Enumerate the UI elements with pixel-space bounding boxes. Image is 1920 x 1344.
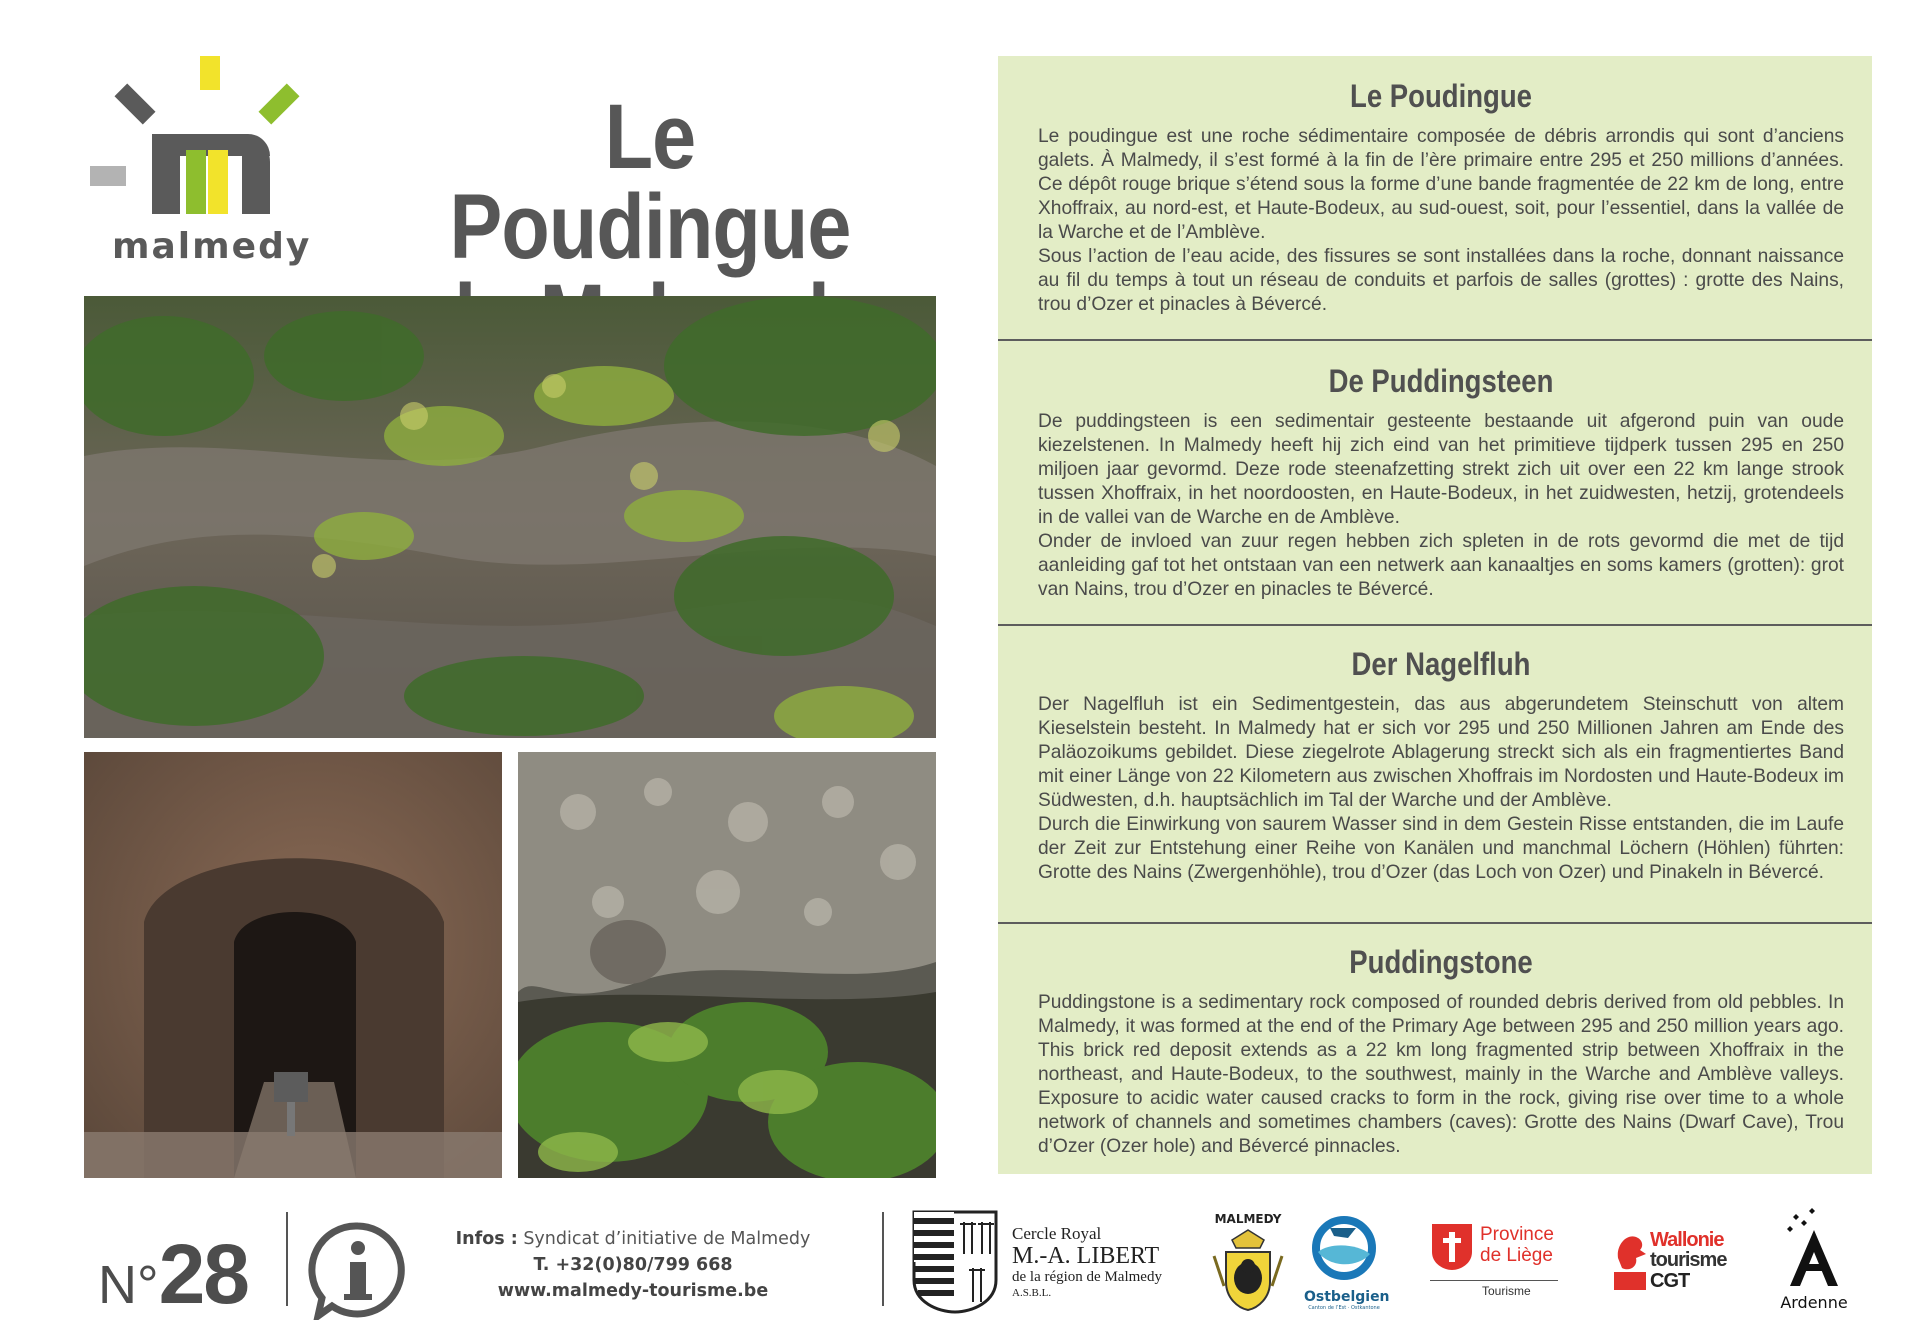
cercle-royal-logo [912, 1210, 1182, 1314]
section-dutch [998, 363, 1872, 602]
contact-info [448, 1226, 818, 1304]
number-prefix: N° [98, 1255, 159, 1315]
ardenne-logo [1778, 1206, 1850, 1314]
photo-cave-entrance [84, 752, 502, 1178]
cercle-line-1: Cercle Royal [1012, 1224, 1102, 1243]
province-line-2: de Liège [1480, 1245, 1553, 1266]
rooster-icon [1612, 1228, 1648, 1292]
ostbelgien-logo [1304, 1214, 1390, 1318]
province-liege-logo [1430, 1222, 1558, 1312]
info-icon [308, 1220, 408, 1320]
text-panel [998, 56, 1872, 1174]
logo-wordmark: malmedy [112, 226, 312, 267]
section-heading: Le Poudingue [1350, 78, 1532, 114]
infos-label: Infos : [455, 1229, 518, 1249]
cercle-line-4: A.S.B.L. [1012, 1287, 1052, 1299]
infos-phone [448, 1252, 818, 1278]
footer-divider [286, 1212, 288, 1306]
logo-m-leg2 [186, 150, 206, 214]
phone-number: T. +32(0)80/799 668 [533, 1255, 733, 1275]
logo-gray-dash [90, 166, 126, 186]
province-crest-icon [1430, 1222, 1474, 1272]
website-link[interactable]: www.malmedy-tourisme.be [497, 1281, 769, 1301]
section-english [998, 944, 1872, 1159]
wallonie-tourisme-logo [1612, 1228, 1752, 1308]
infos-line [448, 1226, 818, 1252]
title-line-1: Le Poudingue [449, 86, 851, 278]
province-line-3: Tourisme [1482, 1284, 1531, 1298]
section-heading: De Puddingsteen [1328, 363, 1554, 399]
footer-divider [882, 1212, 884, 1306]
section-german [998, 646, 1872, 885]
section-french [998, 78, 1872, 317]
infos-website [448, 1278, 818, 1304]
section-paragraph: Puddingstone is a sedimentary rock composed of rounded debris derived from old pebbles. In Malmedy, it was formed at the end of the Primary Age between 295 and 250 million years ago. This brick red deposit extends as a 22 km long fragmented strip between Xhoffraix in the northeast, and Haute-Bodeux, to the southwest, mainly in the Warche and Amblève valleys. Exposure to acidic water caused cracks to form in the rock, giving rise over time to a whole network of channels and sometimes chambers (caves): Grotte des Nains (Dwarf Cave), Trou d’Ozer (Ozer hole) and Bévercé pinnacles. [1038, 992, 1844, 1157]
section-heading: Puddingstone [1349, 944, 1533, 980]
logo-green-ray [258, 83, 299, 124]
malmedy-crest-logo [1208, 1212, 1288, 1316]
photo-conglomerate-rock [518, 752, 936, 1178]
malmedy-logo [84, 54, 314, 274]
section-paragraph: Le poudingue est une roche sédimentaire composée de débris arrondis qui sont d’anciens galets. À Malmedy, il s’est formé à la fin de l’ère primaire entre 295 et 250 millions d’années. Ce dépôt rouge brique s’étend sous la forme d’une bande fragmentée de 22 km de long, entre Xhoffraix, au nord-est, et Haute-Bodeux, au sud-ouest, soit, pour l’essentiel, dans la vallée de la Warche et de l’Amblève. [1038, 126, 1844, 243]
crest-label: MALMEDY [1214, 1212, 1282, 1226]
number-value: 28 [158, 1227, 249, 1321]
photo-rock-face [84, 296, 936, 738]
logo-dark-ray [114, 83, 155, 124]
section-divider [998, 922, 1872, 924]
section-divider [998, 624, 1872, 626]
section-paragraph: Der Nagelfluh ist ein Sedimentgestein, das aus abgerundetem Steinschutt von altem Kieselstein besteht. In Malmedy hat er sich vor 295 und 250 Millionen Jahren am Ende des Paläozoikums gebildet. Diese ziegelrote Ablagerung streckt sich als ein fragmentiertes Band mit einer Länge von 22 Kilometern aus zwischen Xhoffrais im Nordosten und Haute-Bodeux im Südwesten, d.h. hauptsächlich im Tal der Warche und der Amblève. [1038, 694, 1844, 811]
logo-m-leg3 [208, 150, 228, 214]
province-line-1: Province [1480, 1224, 1554, 1245]
crest-shield-icon [1208, 1226, 1288, 1312]
ardenne-a-icon [1778, 1206, 1850, 1290]
cercle-line-3: de la région de Malmedy [1012, 1269, 1162, 1285]
section-paragraph: Onder de invloed van zuur regen hebben zich spleten in de rots gevormd die met de tijd aanleiding gaf tot het ontstaan van een netwerk aan kanaaltjes en soms kamers (grotten): grot van Nains, trou d’Ozer en pinacles te Bévercé. [1038, 531, 1844, 600]
cercle-crest-icon [912, 1210, 998, 1314]
ostbelgien-sub: Canton de l’Est · Ostkantone [1308, 1305, 1380, 1311]
ostbelgien-name: Ostbelgien [1304, 1289, 1390, 1305]
section-paragraph: De puddingsteen is een sedimentair gesteente bestaande uit afgerond puin van oude kiezelstenen. In Malmedy heeft hij zich eind van het primitieve tijdperk tussen 295 en 250 miljoen jaar gevormd. Deze rode steenafzetting strekt zich uit over een 22 km lange strook tussen Xhoffraix, in het noordoosten, en Haute-Bodeux, in het zuidwesten, hetzij, grotendeels in de vallei van de Warche en de Amblève. [1038, 411, 1844, 528]
ardenne-label: Ardenne [1780, 1293, 1848, 1312]
ostbelgien-swirl-icon [1304, 1214, 1384, 1284]
wallonie-line-2: tourisme [1650, 1249, 1727, 1271]
section-heading: Der Nagelfluh [1351, 646, 1531, 682]
station-number [98, 1226, 248, 1323]
section-divider [998, 339, 1872, 341]
wallonie-line-3: CGT [1650, 1270, 1690, 1292]
section-paragraph: Durch die Einwirkung von saurem Wasser sind in dem Gestein Risse entstanden, die im Laufe der Zeit zur Entstehung einer Reihe von Kanälen und manchmal Löchern (Höhlen) führten: Grotte des Nains (Zwergenhöhle), trou d’Ozer (das Loch von Ozer) und Pinakeln in Bévercé. [1038, 814, 1844, 883]
cercle-line-2: M.-A. LIBERT [1012, 1243, 1160, 1269]
wallonie-line-1: Wallonie [1650, 1229, 1724, 1251]
logo-m-leg1 [152, 134, 180, 214]
logo-yellow-ray [200, 56, 220, 90]
infos-org: Syndicat d’initiative de Malmedy [523, 1229, 811, 1249]
section-paragraph: Sous l’action de l’eau acide, des fissures se sont installées dans la roche, donnant naissance au fil du temps à tout un réseau de conduits et parfois de salles (grottes) : grotte des Nains, trou d’Ozer et pinacles à Bévercé. [1038, 246, 1844, 315]
